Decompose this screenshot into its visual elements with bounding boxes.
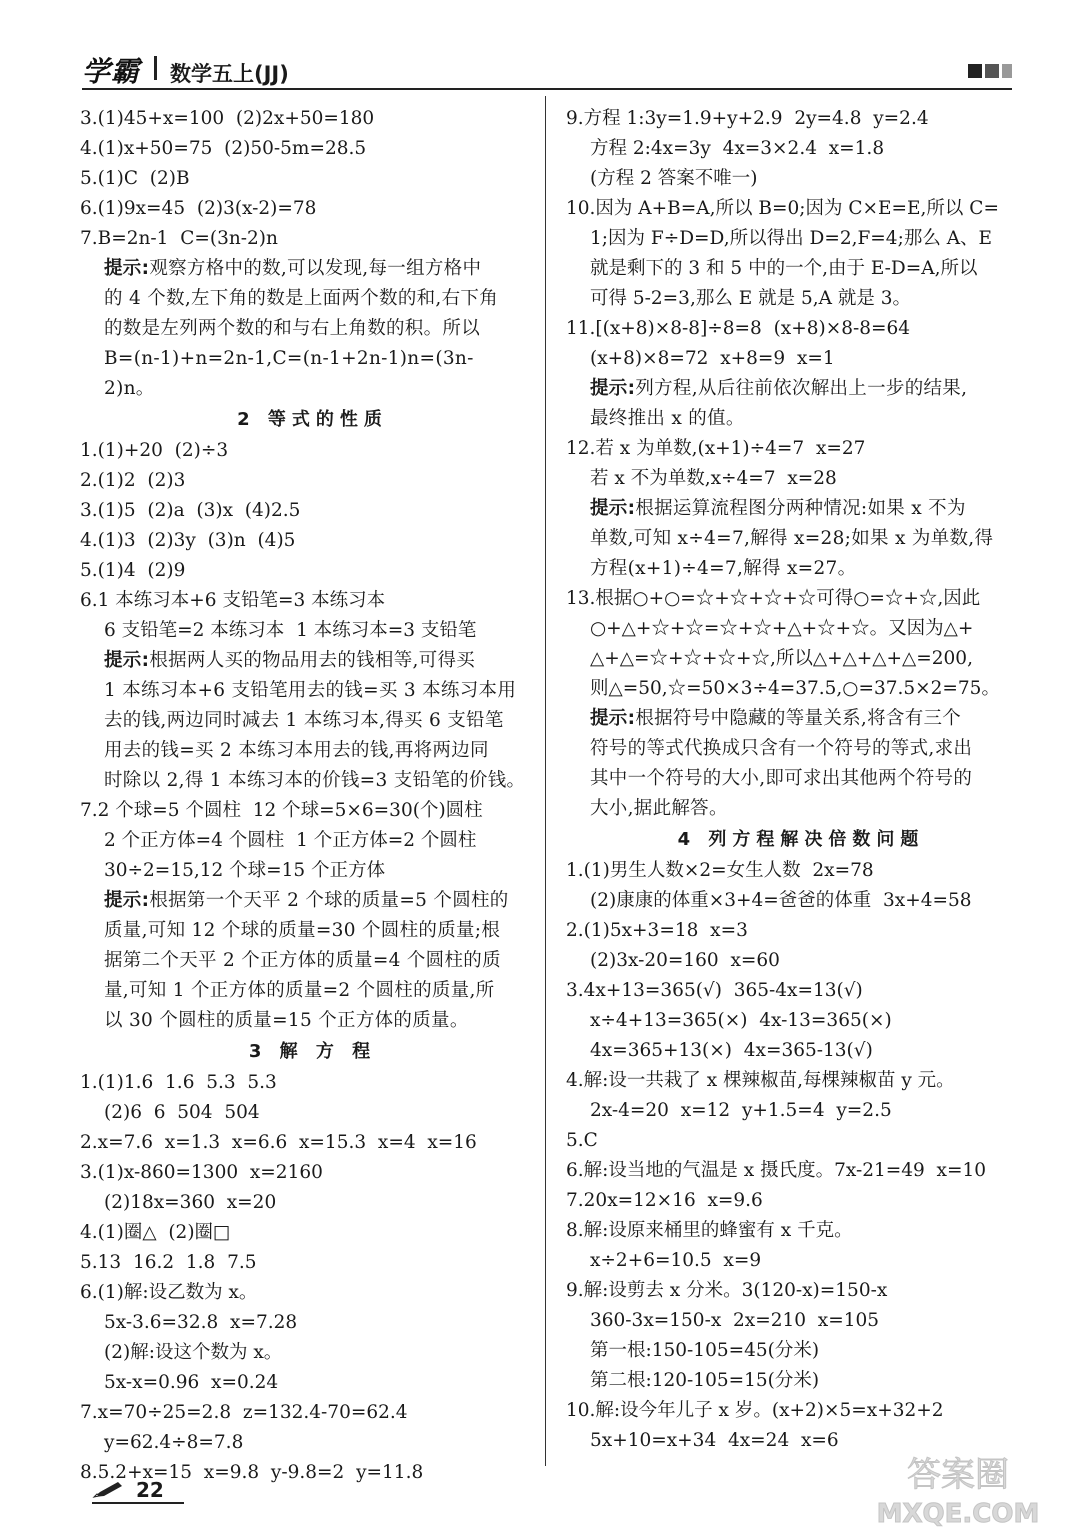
answer-line	[80, 436, 545, 466]
subject-title: 数学五上(JJ)	[170, 62, 289, 86]
line-text: 2)n。	[104, 378, 155, 399]
line-text: 2.(1)2 (2)3	[80, 470, 186, 491]
line-text: (2)康康的体重×3+4=爸爸的体重 3x+4=58	[590, 890, 972, 911]
line-text: 质量,可知 12 个球的质量=30 个圆柱的质量;根	[104, 920, 501, 941]
line-text: 第一根:150-105=45(分米)	[590, 1340, 820, 1361]
hint-line	[80, 976, 545, 1006]
line-text: 8.解:设原来桶里的蜂蜜有 x 千克。	[566, 1220, 853, 1241]
hint-line	[80, 946, 545, 976]
hint-line	[80, 1006, 545, 1036]
line-text: 5x-x=0.96 x=0.24	[104, 1372, 279, 1393]
line-text: 5.C	[566, 1130, 598, 1151]
answer-line	[80, 586, 545, 616]
answer-line	[566, 674, 1036, 704]
line-text: 1.(1)+20 (2)÷3	[80, 440, 229, 461]
line-text: 7.2 个球=5 个圆柱 12 个球=5×6=30(个)圆柱	[80, 800, 483, 821]
hint-label: 提示:	[104, 258, 150, 279]
section-title: 2 等式的性质	[237, 409, 388, 430]
hint-line	[80, 314, 545, 344]
hint-label: 提示:	[104, 650, 150, 671]
answer-line	[566, 224, 1036, 254]
hint-line	[80, 344, 545, 374]
hint-line	[566, 374, 1036, 404]
answer-line	[566, 614, 1036, 644]
line-text: 4x=365+13(×) 4x=365-13(√)	[590, 1040, 873, 1061]
line-text: 大小,据此解答。	[590, 798, 728, 819]
line-text: 据第二个天平 2 个正方体的质量=4 个圆柱的质	[104, 950, 501, 971]
page-number: 22	[136, 1478, 164, 1502]
answer-line	[80, 1158, 545, 1188]
answer-line	[80, 796, 545, 826]
answer-line	[566, 1306, 1036, 1336]
line-text: 30÷2=15,12 个球=15 个正方体	[104, 860, 386, 881]
page-footer	[92, 1478, 164, 1502]
line-text: (2)解:设这个数为 x。	[104, 1342, 283, 1363]
answer-line	[566, 1156, 1036, 1186]
hint-label: 提示:	[590, 378, 636, 399]
hint-line	[80, 766, 545, 796]
line-text: 方程 2:4x=3y 4x=3×2.4 x=1.8	[590, 138, 885, 159]
line-text: 单数,可知 x÷4=7,解得 x=28;如果 x 为单数,得	[590, 528, 994, 549]
line-text: B=(n-1)+n=2n-1,C=(n-1+2n-1)n=(3n-	[104, 348, 474, 369]
line-text: 最终推出 x 的值。	[590, 408, 745, 429]
answer-line	[80, 1368, 545, 1398]
line-text: 其中一个符号的大小,即可求出其他两个符号的	[590, 768, 973, 789]
answer-line	[566, 1066, 1036, 1096]
line-text: 4.(1)3 (2)3y (3)n (4)5	[80, 530, 296, 551]
hint-label: 提示:	[590, 498, 636, 519]
watermark-top-text: 答案圈	[907, 1455, 1009, 1495]
answer-line	[80, 526, 545, 556]
line-text: x÷2+6=10.5 x=9	[590, 1250, 762, 1271]
answer-line	[566, 584, 1036, 614]
line-text: 符号的等式代换成只含有一个符号的等式,求出	[590, 738, 973, 759]
hint-line	[80, 676, 545, 706]
hint-line	[566, 764, 1036, 794]
answer-line	[566, 1336, 1036, 1366]
line-text: 6.(1)解:设乙数为 x。	[80, 1282, 258, 1303]
answer-line	[80, 1278, 545, 1308]
right-column	[566, 104, 1036, 1456]
line-text: 根据两人买的物品用去的钱相等,可得买	[149, 650, 476, 671]
line-text: △+△=☆+☆+☆+☆,所以△+△+△+△=200,	[590, 648, 973, 669]
line-text: 6 支铅笔=2 本练习本 1 本练习本=3 支铅笔	[104, 620, 477, 641]
line-text: 7.x=70÷25=2.8 z=132.4-70=62.4	[80, 1402, 408, 1423]
answer-line	[566, 1246, 1036, 1276]
answer-line	[566, 886, 1036, 916]
line-text: 6.1 本练习本+6 支铅笔=3 本练习本	[80, 590, 386, 611]
line-text: 6.(1)9x=45 (2)3(x-2)=78	[80, 198, 317, 219]
answer-line	[80, 616, 545, 646]
line-text: 360-3x=150-x 2x=210 x=105	[590, 1310, 880, 1331]
header-separator	[154, 56, 157, 80]
square-icon	[968, 64, 982, 78]
hint-line	[80, 254, 545, 284]
hint-label: 提示:	[590, 708, 636, 729]
line-text: 根据第一个天平 2 个球的质量=5 个圆柱的	[149, 890, 509, 911]
line-text: ○+△+☆+☆=☆+☆+△+☆+☆。又因为△+	[590, 618, 974, 639]
hint-line	[80, 886, 545, 916]
column-divider	[545, 96, 546, 1466]
line-text: 1.(1)1.6 1.6 5.3 5.3	[80, 1072, 277, 1093]
line-text: 的数是左列两个数的和与右上角数的积。所以	[104, 318, 481, 339]
answer-line	[566, 1276, 1036, 1306]
answer-line	[80, 826, 545, 856]
answer-line	[566, 104, 1036, 134]
pencil-icon	[92, 1480, 128, 1500]
answer-line	[566, 284, 1036, 314]
answer-line	[80, 164, 545, 194]
line-text: 就是剩下的 3 和 5 中的一个,由于 E-D=A,所以	[590, 258, 978, 279]
hint-line	[80, 706, 545, 736]
line-text: 4.解:设一共栽了 x 棵辣椒苗,每棵辣椒苗 y 元。	[566, 1070, 955, 1091]
answer-line	[80, 134, 545, 164]
answer-line	[566, 946, 1036, 976]
hint-line	[566, 494, 1036, 524]
header-square-icons	[968, 64, 1012, 78]
line-text: 5.(1)4 (2)9	[80, 560, 186, 581]
line-text: 3.(1)45+x=100 (2)2x+50=180	[80, 108, 375, 129]
hint-line	[80, 284, 545, 314]
answer-line	[80, 856, 545, 886]
line-text: 2x-4=20 x=12 y+1.5=4 y=2.5	[590, 1100, 892, 1121]
answer-line	[566, 194, 1036, 224]
line-text: 1.(1)男生人数×2=女生人数 2x=78	[566, 860, 874, 881]
line-text: (x+8)×8=72 x+8=9 x=1	[590, 348, 835, 369]
line-text: 时除以 2,得 1 本练习本的价钱=3 支铅笔的价钱。	[104, 770, 526, 791]
answer-line	[80, 194, 545, 224]
answer-line	[566, 1396, 1036, 1426]
line-text: 3.(1)5 (2)a (3)x (4)2.5	[80, 500, 301, 521]
line-text: 5.13 16.2 1.8 7.5	[80, 1252, 257, 1273]
line-text: 13.根据○+○=☆+☆+☆+☆可得○=☆+☆,因此	[566, 588, 981, 609]
answer-line	[566, 644, 1036, 674]
answer-line	[80, 466, 545, 496]
line-text: 12.若 x 为单数,(x+1)÷4=7 x=27	[566, 438, 866, 459]
line-text: (2)6 6 504 504	[104, 1102, 260, 1123]
answer-line	[566, 1096, 1036, 1126]
line-text: 2 个正方体=4 个圆柱 1 个正方体=2 个圆柱	[104, 830, 477, 851]
answer-line	[80, 1128, 545, 1158]
line-text: 用去的钱=买 2 本练习本用去的钱,再将两边同	[104, 740, 489, 761]
hint-line	[80, 916, 545, 946]
answer-line	[566, 434, 1036, 464]
answer-line	[566, 344, 1036, 374]
line-text: 观察方格中的数,可以发现,每一组方格中	[149, 258, 482, 279]
line-text: 4.(1)x+50=75 (2)50-5m=28.5	[80, 138, 367, 159]
line-text: 5.(1)C (2)B	[80, 168, 190, 189]
hint-line	[80, 736, 545, 766]
line-text: 10.因为 A+B=A,所以 B=0;因为 C×E=E,所以 C=	[566, 198, 999, 219]
hint-line	[566, 704, 1036, 734]
answer-line	[80, 1068, 545, 1098]
line-text: 列方程,从后往前依次解出上一步的结果,	[635, 378, 968, 399]
logo-text: 学霸	[82, 55, 141, 88]
answer-line	[80, 1338, 545, 1368]
left-column	[80, 104, 545, 1488]
answer-line	[80, 1308, 545, 1338]
answer-line	[80, 556, 545, 586]
page-header	[82, 48, 1012, 90]
line-text: 去的钱,两边同时减去 1 本练习本,得买 6 支铅笔	[104, 710, 504, 731]
line-text: 9.解:设剪去 x 分米。3(120-x)=150-x	[566, 1280, 888, 1301]
line-text: 9.方程 1:3y=1.9+y+2.9 2y=4.8 y=2.4	[566, 108, 929, 129]
line-text: 以 30 个圆柱的质量=15 个正方体的质量。	[104, 1010, 469, 1031]
line-text: 4.(1)圈△ (2)圈□	[80, 1222, 231, 1243]
line-text: 7.20x=12×16 x=9.6	[566, 1190, 763, 1211]
line-text: 则△=50,☆=50×3÷4=37.5,○=37.5×2=75。	[590, 678, 1000, 699]
line-text: 10.解:设今年儿子 x 岁。(x+2)×5=x+32+2	[566, 1400, 944, 1421]
line-text: 2.x=7.6 x=1.3 x=6.6 x=15.3 x=4 x=16	[80, 1132, 477, 1153]
answer-line	[80, 1098, 545, 1128]
answer-line	[80, 1248, 545, 1278]
line-text: 1;因为 F÷D=D,所以得出 D=2,F=4;那么 A、E	[590, 228, 993, 249]
line-text: 3.4x+13=365(√) 365-4x=13(√)	[566, 980, 863, 1001]
line-text: 7.B=2n-1 C=(3n-2)n	[80, 228, 278, 249]
answer-line	[566, 464, 1036, 494]
line-text: 1 本练习本+6 支铅笔用去的钱=买 3 本练习本用	[104, 680, 517, 701]
hint-label: 提示:	[104, 890, 150, 911]
answer-line	[80, 1428, 545, 1458]
line-text: 2.(1)5x+3=18 x=3	[566, 920, 748, 941]
square-icon	[1002, 64, 1012, 78]
line-text: x÷4+13=365(×) 4x-13=365(×)	[590, 1010, 892, 1031]
hint-line	[566, 524, 1036, 554]
answer-line	[566, 1186, 1036, 1216]
hint-line	[566, 794, 1036, 824]
answer-line	[80, 1398, 545, 1428]
line-text: 5x+10=x+34 4x=24 x=6	[590, 1430, 839, 1451]
line-text: 根据运算流程图分两种情况:如果 x 不为	[635, 498, 966, 519]
hint-line	[566, 554, 1036, 584]
line-text: 可得 5-2=3,那么 E 就是 5,A 就是 3。	[590, 288, 912, 309]
line-text: 5x-3.6=32.8 x=7.28	[104, 1312, 298, 1333]
line-text: 第二根:120-105=15(分米)	[590, 1370, 820, 1391]
watermark-logo	[872, 1446, 1044, 1530]
line-text: 方程(x+1)÷4=7,解得 x=27。	[590, 558, 857, 579]
answer-line	[566, 1216, 1036, 1246]
section-title: 3 解 方 程	[248, 1041, 377, 1062]
hint-line	[80, 374, 545, 404]
section-title: 4 列方程解决倍数问题	[677, 829, 925, 850]
line-text: y=62.4÷8=7.8	[104, 1432, 244, 1453]
line-text: 量,可知 1 个正方体的质量=2 个圆柱的质量,所	[104, 980, 495, 1001]
answer-line	[566, 164, 1036, 194]
answer-line	[80, 1218, 545, 1248]
line-text: 11.[(x+8)×8-8]÷8=8 (x+8)×8-8=64	[566, 318, 911, 339]
hint-line	[566, 734, 1036, 764]
answer-line	[566, 1126, 1036, 1156]
line-text: 根据符号中隐藏的等量关系,将含有三个	[635, 708, 962, 729]
answer-line	[80, 496, 545, 526]
line-text: 的 4 个数,左下角的数是上面两个数的和,右下角	[104, 288, 498, 309]
answer-line	[566, 1006, 1036, 1036]
answer-line	[566, 134, 1036, 164]
line-text: (2)3x-20=160 x=60	[590, 950, 780, 971]
footer-underline	[92, 1502, 184, 1504]
square-icon	[985, 64, 999, 78]
brand-logo	[82, 50, 140, 90]
answer-line	[80, 1188, 545, 1218]
answer-line	[80, 104, 545, 134]
answer-line	[566, 314, 1036, 344]
answer-line	[566, 254, 1036, 284]
line-text: 若 x 不为单数,x÷4=7 x=28	[590, 468, 837, 489]
answer-line	[566, 1366, 1036, 1396]
answer-line	[566, 856, 1036, 886]
answer-line	[80, 224, 545, 254]
answer-line	[566, 1036, 1036, 1066]
hint-line	[566, 404, 1036, 434]
answer-line	[566, 916, 1036, 946]
line-text: 8.5.2+x=15 x=9.8 y-9.8=2 y=11.8	[80, 1462, 424, 1483]
watermark-bottom-text: MXQE.COM	[876, 1499, 1040, 1529]
line-text: (2)18x=360 x=20	[104, 1192, 277, 1213]
hint-line	[80, 646, 545, 676]
line-text: 3.(1)x-860=1300 x=2160	[80, 1162, 323, 1183]
line-text: (方程 2 答案不唯一)	[590, 168, 758, 189]
line-text: 6.解:设当地的气温是 x 摄氏度。7x-21=49 x=10	[566, 1160, 987, 1181]
answer-line	[566, 976, 1036, 1006]
